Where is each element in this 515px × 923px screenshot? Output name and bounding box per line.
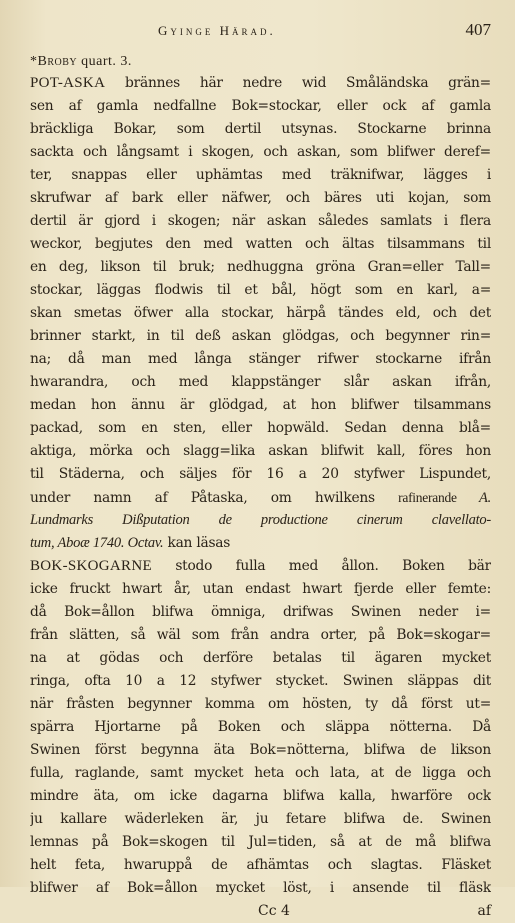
entry-heading-name: Broby <box>37 54 78 69</box>
text-line: dertil är gjord i skogen; när askan således samlats i flera <box>30 213 491 229</box>
text-line: spärra Hjortarne på Boken och släppa nötterna. Då <box>30 719 491 735</box>
citation-place: tum, Aboæ <box>30 535 93 551</box>
text-line: ringa, ofta 10 a 12 styfwer stycket. Swinen släppas dit <box>30 673 491 689</box>
page-number: 407 <box>465 20 491 39</box>
text-line: na; då man med långa stänger rifwer stockarne ifrån <box>30 351 491 367</box>
pot-aska-last-a: under namn af Påtaska, om hwilkens <box>30 490 399 506</box>
paragraph-bok-skogarne <box>30 555 491 900</box>
page-footer <box>30 900 491 923</box>
text-line: ter, snappas eller uphämtas med träknifwar, lägges i <box>30 167 491 183</box>
text-line: blifwer af Bok=ållon mycket löst, i ansende til fläsk <box>30 880 491 896</box>
pot-aska-line1: brännes här nedre wid Småländska grän= <box>105 75 491 91</box>
pot-aska-lead: POT-ASKA <box>30 75 106 91</box>
text-line <box>30 532 491 555</box>
text-line: helt feta, hwaruppå de afhämtas och slagtas. Fläsket <box>30 857 491 873</box>
text-line <box>30 555 491 578</box>
citation-line: Lundmarks Dißputation de productione cinerum clavellato- <box>30 512 491 528</box>
text-line: na at gödas och derföre betalas til ägaren mycket <box>30 650 491 666</box>
text-line: mindre äta, om icke dagarna blifwa kalla, hwarföre ock <box>30 788 491 804</box>
text-line: sen af gamla nedfallne Bok=stockar, eller ock af gamla <box>30 98 491 114</box>
text-line <box>30 72 491 95</box>
text-line: weckor, begjutes den med watten och ältas tilsammans til <box>30 236 491 252</box>
citation-year: 1740. Octav. <box>92 535 164 551</box>
text-line: stockar, läggas flodwis til et bål, högt som en karl, a= <box>30 282 491 298</box>
text-line: skan smetas öfwer alla stockar, härpå tändes eld, och det <box>30 305 491 321</box>
bok-skogarne-line1: stodo fulla med ållon. Boken bär <box>151 558 491 574</box>
citation-tail: kan läsas <box>163 535 231 551</box>
text-line: til Städerna, och säljes för 16 a 20 styfwer Lispundet, <box>30 466 491 482</box>
paragraph-pot-aska <box>30 72 491 555</box>
text-line: lemnas på Bok=skogen til Jul=tiden, så at de må blifwa <box>30 834 491 850</box>
text-line: när fråsten begynner komma om hösten, ty då först ut= <box>30 696 491 712</box>
bok-skogarne-lead: BOK-SKOGARNE <box>30 558 152 574</box>
entry-heading-rest: quart. 3. <box>77 54 132 69</box>
running-head <box>158 20 491 48</box>
text-line: bräckliga Bokar, som dertil utsynas. Stockarne brinna <box>30 121 491 137</box>
header-title: Gyinge Härad. <box>158 23 276 38</box>
entry-heading <box>30 52 491 72</box>
text-line: ju kallare wäderleken är, ju fetare blifwa de. Swinen <box>30 811 491 827</box>
text-line: Swinen först begynna äta Bok=nötterna, blifwa de likson <box>30 742 491 758</box>
signature-mark: Cc 4 <box>258 903 290 919</box>
pot-aska-last-b: rafinerande <box>398 490 480 505</box>
text-line: sackta och långsamt i skogen, och askan, som blifwer deref= <box>30 144 491 160</box>
text-line: skrufwar af bark eller näfwer, och bäres uti kojan, som <box>30 190 491 206</box>
text-line: aktiga, mörka och slagg=lika askan blifwit kall, föres hon <box>30 443 491 459</box>
text-line: fulla, raglande, samt mycket heta och lata, at de ligga och <box>30 765 491 781</box>
text-line: då Bok=ållon blifwa ömniga, drifwas Swinen neder i= <box>30 604 491 620</box>
text-line <box>30 486 491 509</box>
text-line: hwarandra, och med klappstänger slår askan ifrån, <box>30 374 491 390</box>
entry-heading-prefix: * <box>30 54 38 69</box>
text-line: från slätten, så wäl som från andra orter, på Bok=skogar= <box>30 627 491 643</box>
text-line: brinner starkt, in til deß askan glödgas, och begynner rin= <box>30 328 491 344</box>
text-line: icke fruckt hwart år, utan endast hwart fjerde eller femte: <box>30 581 491 597</box>
text-line: packad, som en sten, eller hopwäld. Sedan denna blå= <box>30 420 491 436</box>
text-line: medan hon ännu är glödgad, at hon blifwer tilsammans <box>30 397 491 413</box>
text-line: en deg, likson til bruk; nedhuggna gröna Gran=eller Tall= <box>30 259 491 275</box>
pot-aska-last-c: A. <box>479 490 491 506</box>
catchword: af <box>477 903 491 919</box>
